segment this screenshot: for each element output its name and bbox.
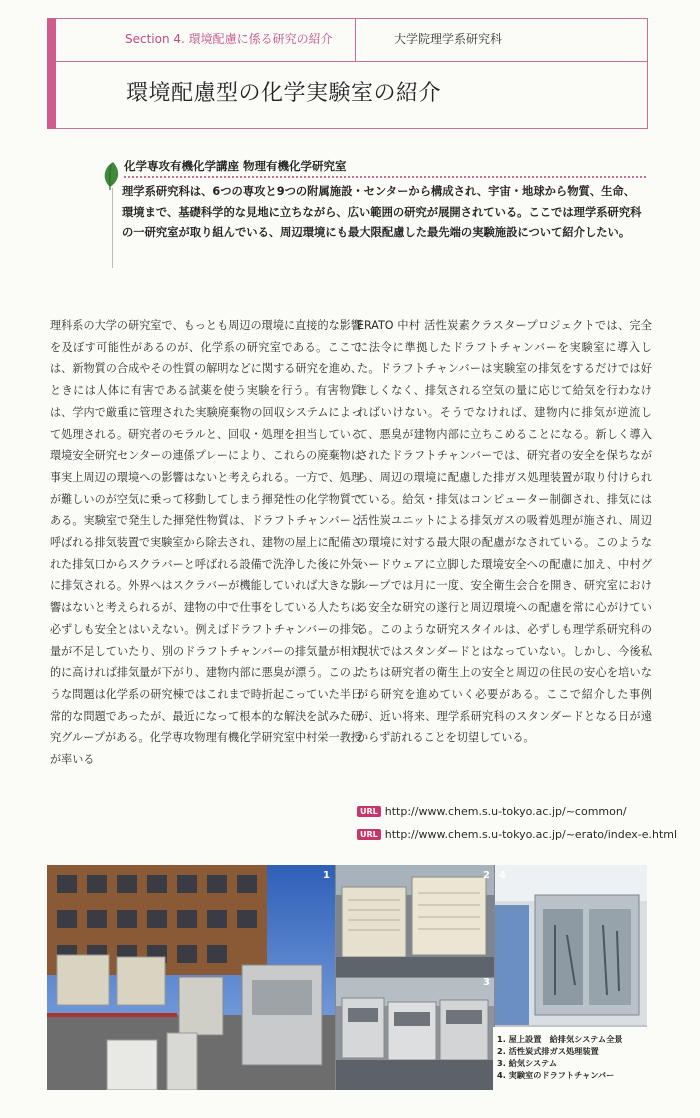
photo-number-3: 3	[483, 977, 490, 988]
url-badge: URL	[357, 829, 381, 840]
dotted-rule	[124, 176, 646, 178]
url-text[interactable]: http://www.chem.s.u-tokyo.ac.jp/~common/	[384, 805, 627, 818]
photo-number-1: 1	[323, 870, 330, 881]
caption-item: 2. 活性炭式排ガス処理装置	[497, 1046, 599, 1056]
lab-name: 化学専攻有機化学講座 物理有機化学研究室	[124, 159, 347, 173]
url-link-common[interactable]	[357, 805, 627, 818]
department-label: 大学院理学系研究科	[394, 32, 503, 46]
url-badge: URL	[357, 806, 381, 817]
photo-number-4: 4	[499, 870, 506, 881]
photo-exhaust-units	[336, 865, 494, 977]
header-accent-bar	[47, 18, 56, 129]
photo-number-2: 2	[483, 870, 490, 881]
photo-rooftop-overview	[47, 865, 335, 1090]
url-text[interactable]: http://www.chem.s.u-tokyo.ac.jp/~erato/index-e.html	[384, 828, 678, 841]
url-link-erato[interactable]	[357, 828, 677, 841]
intro-rule	[112, 188, 113, 268]
body-column-left: 理科系の大学の研究室で、もっとも周辺の環境に直接的な影響を及ぼす可能性があるのが、化学系の研究室である。ここでは、新物質の合成やその性質の解明などに関する研究を進め、ときには人体に有害である試薬を使う実験を行う。有害物質は、学内で厳重に管理された実験廃棄物の回収システムによって処理される。研究者のモラルと、回収・処理を担当している環境安全研究センターの連係プレーにより、これらの廃棄物は事実上周辺の環境への影響はないと考えられる。一方で、処理が難しいのが空気に乗って移動してしまう揮発性の化学物質である。実験室で発生した揮発性物質は、ドラフトチャンバーと呼ばれる排気装置で実験室から除去され、建物の屋上に配備された排気口からスクラバーと呼ばれる設備で洗浄した後に外気に排気される。外界へはスクラバーが機能していれば大きな影響はないと考えられるが、建物の中で仕事をしている人たちは必ずしも安全とはいえない。例えばドラフトチャンバーの排気量が不足していたり、別のドラフトチャンバーの排気量が相対的に高ければ排気量が下がり、建物内部に悪臭が漂う。このような問題は化学系の研究棟ではこれまで時折起こっていた半日常的な問題であったが、最近になって根本的な解決を試みた研究グループがある。化学専攻物理有機化学研究室中村栄一教授が率いる	[50, 319, 362, 767]
body-column-right: ERATO 中村 活性炭素クラスタープロジェクトでは、完全に法令に準拠したドラフトチャンバーを実験室に導入した。ドラフトチャンバーは実験室の排気をするだけでは好ましくなく、排気される空気の量に応じて給気を行わなければいけない。そうでなければ、建物内に排気が逆流して、悪臭が建物内部に立ちこめることになる。新しく導入されたドラフトチャンバーでは、研究者の安全を保ちながら、周辺の環境に配慮した排ガス処理装置が取り付けられている。給気・排気はコンピューター制御され、排気には活性炭ユニットによる排気ガスの吸着処理が施され、周辺の環境に対する最大限の配慮がなされている。このようなハードウェアに立脚した環境安全への配慮に加え、中村グループでは月に一度、安全衛生会合を開き、研究室における安全な研究の遂行と周辺環境への配慮を常に心がけている。このような研究スタイルは、必ずしも理学系研究科の現状ではスタンダードとはなっていない。しかし、今後私たちは研究者の衛生上の安全と周辺の住民の安心を培いながら研究を進めていく必要がある。ここで紹介した事例が、近い将来、理学系研究科のスタンダードとなる日が遠からず訪れることを切望している。	[357, 319, 652, 745]
photo-captions	[493, 1027, 647, 1090]
photo-air-supply	[336, 978, 494, 1090]
header-separator	[355, 18, 356, 61]
caption-item: 4. 実験室のドラフトチャンバー	[497, 1070, 615, 1080]
caption-item: 3. 給気システム	[497, 1058, 557, 1068]
lab-intro: 理学系研究科は、6つの専攻と9つの附属施設・センターから構成され、宇宙・地球から物質、生命、環境まで、基礎科学的な見地に立ちながら、広い範囲の研究が展開されている。ここでは理学系研究科の一研究室が取り組んでいる、周辺環境にも最大限配慮した最先端の実験施設について紹介したい。	[122, 185, 642, 239]
caption-item: 1. 屋上設置 給排気システム全景	[497, 1034, 623, 1044]
header-divider	[56, 61, 648, 62]
section-label: Section 4. 環境配慮に係る研究の紹介	[125, 32, 333, 46]
page-title: 環境配慮型の化学実験室の紹介	[126, 81, 442, 106]
